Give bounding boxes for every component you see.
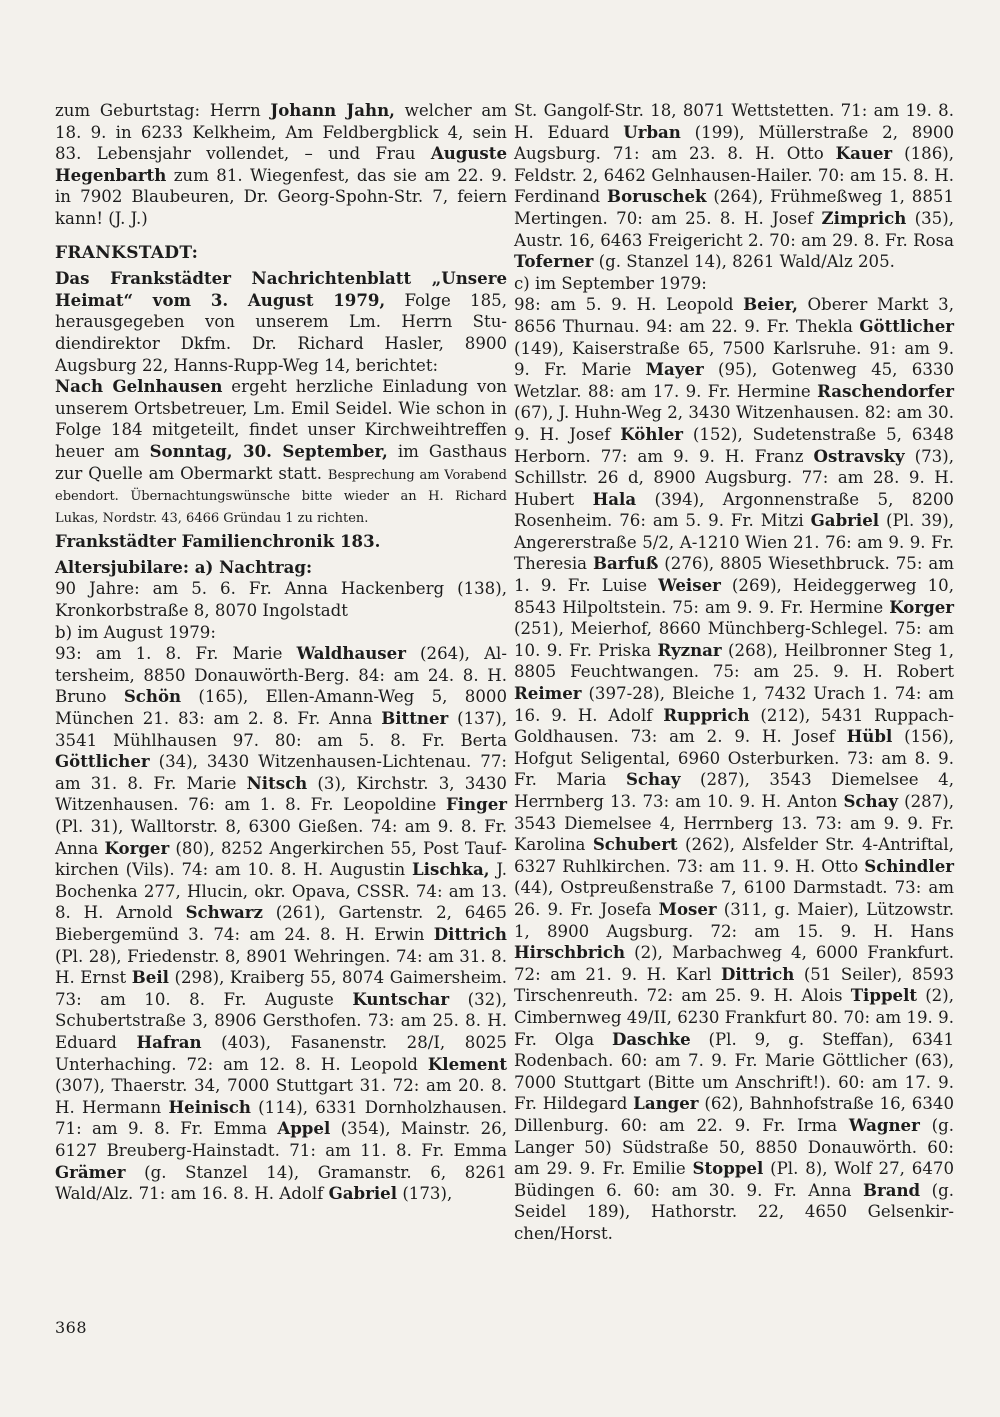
text-run: zum 81. Wiegenfest, das sie am 22. 9. in 7902 Blaubeuren, Dr. Georg-Spohn-Str. 7, feiern kann! (J. J.) — [55, 165, 507, 228]
text-run: 90 Jahre: am 5. 6. Fr. Anna Hackenberg (138), Kronkorbstraße 8, 8070 Ingolstadt — [55, 579, 507, 621]
text-run: (262), Alsfelder Str. 4-Antriftal, 6327 Ruhlkirchen. 73: am 11. 9. H. Otto — [514, 835, 954, 876]
text-run: J. Bochenka 277, Hlucin, okr. Opava, CSSR. 74: am 13. 8. H. Arnold — [55, 860, 507, 923]
text-run: (403), Fasanenstr. 28/I, 8025 Unterhaching. 72: am 12. 8. H. Leopold — [55, 1032, 507, 1074]
bold-name: Barfuß — [593, 553, 659, 574]
left-column — [55, 100, 507, 1205]
text-run: (149), Kaiserstraße 65, 7500 Karlsruhe. 91: am 9. 9. Fr. Marie — [514, 338, 954, 380]
text-run: FRANKSTADT: — [55, 242, 199, 263]
text-run: (311, g. Maier), Lützowstr. 1, 8900 Augsburg. 72: am 15. 9. H. Hans — [514, 899, 954, 941]
bold-name: Raschendorfer — [817, 380, 954, 401]
bold-name: Rupprich — [663, 704, 750, 725]
bold-name: Schindler — [864, 855, 954, 876]
text-run: (44), Ostpreußenstraße 7, 6100 Darmstadt. 73: am 26. 9. Fr. Josefa — [514, 878, 954, 919]
text-run: (67), J. Huhn-Weg 2, 3430 Witzenhausen. 82: am 30. 9. H. Josef — [514, 403, 954, 444]
text-run: (g. Stanzel 14), Gramanstr. 6, 8261 Wald/Alz. 71: am 16. 8. H. Adolf — [55, 1162, 507, 1204]
bold-name: Urban — [623, 121, 681, 142]
bold-name: Stoppel — [692, 1158, 764, 1179]
bold-name: Frankstädter Familienchronik 183. — [55, 531, 381, 552]
text-run: (212), 5431 Ruppach-Goldhausen. 73: am 2. 9. H. Josef — [514, 705, 954, 747]
text-run: (2), Marbachweg 4, 6000 Frankfurt. 72: am 21. 9. H. Karl — [514, 943, 954, 984]
text-run: (73), Schillstr. 26 d, 8900 Augsburg. 77: am 28. 9. H. Hubert — [514, 446, 954, 509]
text-run: Oberer Markt 3, 8656 Thurnau. 94: am 22. 9. Fr. Thekla — [514, 295, 954, 336]
bold-name: Das Frankstädter Nachrichtenblatt „Unsere Heimat“ vom 3. August 1979, — [55, 268, 507, 310]
text-run: (165), Ellen-Amann-Weg 5, 8000 München 21. 83: am 2. 8. Fr. Anna — [55, 687, 507, 729]
bold-name: Langer — [633, 1093, 699, 1114]
text-run: (137), 3541 Mühlhausen 97. 80: am 5. 8. Fr. Berta — [55, 709, 507, 750]
paragraph — [55, 243, 507, 265]
bold-name: Dittrich — [721, 963, 795, 984]
text-run: (251), Meierhof, 8660 Münchberg-Schlegel. 75: am 10. 9. Fr. Priska — [514, 619, 954, 660]
bold-name: Mayer — [645, 359, 704, 380]
small-text: Besprechung am Vorabend ebendort. Übernachtungswünsche bitte wieder an H. Richard Lukas, Nordstr. 43, 6466 Gründau 1 zu richten. — [55, 467, 508, 526]
bold-name: Köhler — [620, 423, 684, 444]
bold-name: Appel — [277, 1118, 331, 1139]
text-run: (276), 8805 Wiesethbruck. 75: am 1. 9. Fr. Luise — [514, 554, 954, 596]
text-run: 93: am 1. 8. Fr. Marie — [55, 644, 297, 664]
text-run: (2), Cimbernweg 49/II, 6230 Frankfurt 80. 70: am 19. 9. Fr. Olga — [514, 986, 954, 1049]
bold-name: Nitsch — [246, 772, 308, 793]
text-run: (173), — [397, 1184, 453, 1204]
paragraph — [55, 531, 507, 553]
bold-name: Bittner — [381, 708, 449, 729]
text-run: im Gasthaus zur Quelle am Obermarkt statt. — [55, 441, 507, 483]
paragraph — [55, 268, 507, 376]
text-run: (397-28), Bleiche 1, 7432 Urach 1. 74: am 16. 9. H. Adolf — [514, 684, 954, 725]
text-run: Folge 185, herausgegeben von unserem Lm. Herrn Studiendirektor Dkfm. Dr. Richard Hasler, 8900 Augsburg 22, Hanns-Rupp-Weg 14, berichtet: — [55, 290, 507, 375]
bold-name: Schay — [625, 769, 681, 790]
text-run: (Pl. 8), Wolf 27, 6470 Büdingen 6. 60: am 30. 9. Fr. Anna — [514, 1159, 954, 1200]
bold-name: Waldhauser — [296, 643, 406, 664]
bold-name: Brand — [862, 1179, 921, 1200]
text-run: (261), Gartenstr. 2, 6465 Biebergemünd 3. 74: am 24. 8. H. Erwin — [55, 903, 507, 944]
paragraph — [55, 643, 507, 1204]
text-run: (Pl. 28), Friedenstr. 8, 8901 Wehringen. 74: am 31. 8. H. Ernst — [55, 946, 507, 988]
text-run: (Pl. 31), Walltorstr. 8, 6300 Gießen. 74: am 9. 8. Fr. Anna — [55, 817, 507, 858]
bold-name: Gabriel — [328, 1183, 398, 1204]
text-run: (264), Frühmeßweg 1, 8851 Mertingen. 70: am 25. 8. H. Josef — [514, 187, 955, 228]
bold-name: Johann Jahn, — [270, 100, 395, 120]
text-run: (95), Gotenweg 45, 6330 Wetzlar. 88: am 17. 9. Fr. Hermine — [514, 360, 955, 401]
bold-name: Wagner — [848, 1114, 920, 1135]
text-run: (269), Heideggerweg 10, 8543 Hilpoltstein. 75: am 9. 9. Fr. Hermine — [514, 576, 954, 617]
bold-name: Schay — [843, 791, 898, 811]
text-run: (3), Kirchstr. 3, 3430 Witzenhausen. 76: am 1. 8. Fr. Leopoldine — [55, 773, 507, 815]
bold-name: Heinisch — [168, 1096, 251, 1117]
text-run: (186), Feldstr. 2, 6462 Gelnhausen-Hailer. 70: am 15. 8. H. Ferdinand — [514, 144, 955, 207]
bold-name: Zimprich — [821, 207, 907, 228]
bold-name: Hala — [592, 488, 637, 509]
page-number: 368 — [55, 1318, 88, 1337]
bold-name: Sonntag, 30. September, — [149, 440, 388, 461]
paragraph — [514, 100, 954, 273]
text-run: (114), 6331 Dornholzhausen. 71: am 9. 8. Fr. Emma — [55, 1097, 507, 1139]
bold-name: Weiser — [658, 575, 721, 596]
bold-name: Gabriel — [810, 510, 880, 531]
paragraph — [55, 376, 507, 527]
text-run: (Pl. 9, g. Steffan), 6341 Rodenbach. 60: am 7. 9. Fr. Marie Göttlicher (63), 7000 Stuttgart (Bitte um Anschrift!). 60: am 17. 9. Fr. Hildegard — [514, 1029, 954, 1114]
bold-name: Schwarz — [185, 902, 263, 923]
bold-name: Schubert — [592, 834, 678, 855]
bold-name: Grämer — [55, 1161, 126, 1182]
text-run: c) im September 1979: — [514, 273, 707, 293]
bold-name: Dittrich — [433, 923, 507, 944]
text-run: (32), Schubertstraße 3, 8906 Gersthofen. 73: am 25. 8. H. Eduard — [55, 989, 507, 1052]
bold-name: Schön — [123, 686, 182, 707]
text-run: (268), Heilbronner Steg 1, 8805 Feuchtwangen. 75: am 25. 9. H. Robert — [514, 640, 954, 682]
paragraph — [55, 578, 507, 621]
text-run: (354), Mainstr. 26, 6127 Breuberg-Hainstadt. 71: am 11. 8. Fr. Emma — [55, 1119, 507, 1160]
bold-name: Beil — [131, 967, 169, 988]
text-run: (g. Stanzel 14), 8261 Wald/Alz 205. — [593, 252, 895, 272]
bold-name: Lischka, — [412, 859, 490, 880]
bold-name: Nach Gelnhausen — [55, 376, 223, 397]
bold-name: Göttlicher — [859, 315, 954, 336]
bold-name: Tippelt — [850, 985, 918, 1006]
text-run: (35), Austr. 16, 6463 Freigericht 2. 70: am 29. 8. Fr. Rosa — [514, 208, 954, 250]
text-run: (287), 3543 Diemelsee 4, Herrnberg 13. 73: am 10. 9. H. Anton — [514, 770, 954, 811]
bold-name: Kauer — [835, 143, 893, 164]
text-run: (307), Thaerstr. 34, 7000 Stuttgart 31. 72: am 20. 8. H. Hermann — [55, 1076, 507, 1117]
text-run: (156), Hofgut Seligental, 6960 Osterburken. 73: am 8. 9. Fr. Maria — [514, 727, 954, 790]
bold-name: Korger — [104, 837, 170, 858]
bold-name: Auguste Hegenbarth — [55, 143, 507, 185]
text-run: (394), Argonnenstraße 5, 8200 Rosenheim. 76: am 5. 9. Fr. Mitzi — [514, 489, 954, 531]
bold-name: Ostravsky — [813, 445, 905, 466]
bold-name: Göttlicher — [55, 751, 150, 772]
right-column — [514, 100, 954, 1244]
bold-name: Hafran — [136, 1031, 202, 1052]
bold-name: Finger — [445, 794, 507, 815]
text-run: (80), 8252 Angerkirchen 55, Post Taufkirchen (Vils). 74: am 10. 8. H. Augustin — [55, 838, 507, 880]
text-run: (g. Seidel 189), Hathorstr. 22, 4650 Gelsenkirchen/Horst. — [514, 1180, 955, 1243]
bold-name: Hirschbrich — [514, 942, 626, 963]
bold-name: Hübl — [846, 726, 893, 747]
bold-name: Reimer — [514, 683, 582, 704]
bold-name: Moser — [658, 898, 717, 919]
text-run: St. Gangolf-Str. 18, 8071 Wettstetten. 71: am 19. 8. H. Eduard — [514, 101, 954, 142]
text-run: (287), 3543 Diemelsee 4, Herrnberg 13. 73: am 9. 9. Fr. Karolina — [514, 792, 955, 855]
paragraph — [55, 622, 507, 644]
bold-name: Korger — [889, 596, 954, 617]
text-run: (199), Müllerstraße 2, 8900 Augsburg. 71: am 23. 8. H. Otto — [514, 122, 955, 164]
bold-name: Altersjubilare: a) Nachtrag: — [55, 556, 313, 577]
paragraph — [514, 294, 954, 1244]
bold-name: Boruschek — [607, 186, 707, 207]
text-run: ergeht herzliche Einladung von unserem Ortsbetreuer, Lm. Emil Seidel. Wie schon in Folge 184 mitgeteilt, findet unser Kirchweihtreffen heuer am — [55, 377, 507, 461]
text-run: 98: am 5. 9. H. Leopold — [514, 295, 744, 315]
text-run: (62), Bahnhofstraße 16, 6340 Dillenburg. 60: am 22. 9. Fr. Irma — [514, 1094, 955, 1135]
text-run: (298), Kraiberg 55, 8074 Gaimersheim. 73: am 10. 8. Fr. Auguste — [55, 968, 507, 1009]
bold-name: Beier, — [743, 294, 798, 315]
text-run: welcher am 18. 9. in 6233 Kelkheim, Am Feldbergblick 4, sein 83. Lebensjahr vollendet, – und Frau — [55, 101, 508, 164]
paragraph — [55, 100, 507, 230]
text-run: (51 Seiler), 8593 Tirschenreuth. 72: am 25. 9. H. Alois — [514, 964, 954, 1006]
bold-name: Klement — [427, 1053, 507, 1074]
bold-name: Daschke — [611, 1028, 691, 1049]
paragraph — [514, 273, 954, 295]
bold-name: Toferner — [514, 251, 594, 272]
bold-name: Ryznar — [657, 639, 722, 660]
paragraph — [55, 557, 507, 579]
text-run: (g. Langer 50) Südstraße 50, 8850 Donauwörth. 60: am 29. 9. Fr. Emilie — [514, 1115, 954, 1179]
text-run: (34), 3430 Witzenhausen-Lichtenau. 77: am 31. 8. Fr. Marie — [55, 752, 507, 793]
bold-name: Kuntschar — [352, 988, 450, 1009]
text-run: (264), Altersheim, 8850 Donauwörth-Berg. 84: am 24. 8. H. Bruno — [55, 644, 507, 707]
text-run: zum Geburtstag: Herrn — [55, 101, 271, 120]
text-run: (Pl. 39), Angererstraße 5/2, A-1210 Wien 21. 76: am 9. 9. Fr. Theresia — [514, 511, 954, 574]
text-run: (152), Sudetenstraße 5, 6348 Herborn. 77: am 9. 9. H. Franz — [514, 424, 954, 466]
text-run: b) im August 1979: — [55, 622, 216, 642]
